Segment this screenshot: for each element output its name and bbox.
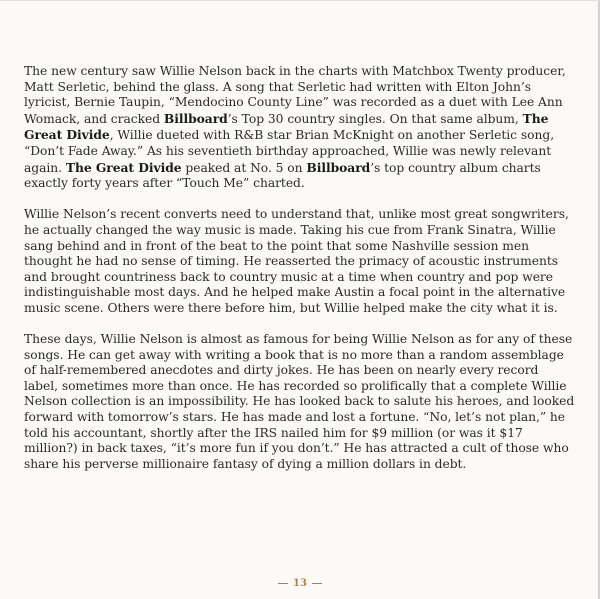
text-run: ’s Top 30 country singles. On that same album,: [227, 111, 523, 126]
text-run: These days, Willie Nelson is almost as famous for being Willie Nelson as for any of these songs. He can get away with writing a book that is no more than a random assemblage of half-remembered anecdotes and dirty jokes. He has been on nearly every record label, sometimes more than once. He has recorded so prolifically that a complete Willie Nelson collection is an impossibility. He has looked back to salute his heroes, and looked forward with tomorrow’s stars. He has made and lost a fortune. “No, let’s not plan,” he told his accountant, shortly after the IRS nailed him for $9 million (or was it $17 million?) in back taxes, “it’s more fun if you don’t.” He has attracted a cult of those who share his perverse millionaire fantasy of dying a million dollars in debt.: [24, 332, 575, 471]
bold-title: The Great Divide: [24, 110, 549, 143]
page-edge: [0, 0, 600, 1]
bold-title: Billboard: [306, 159, 371, 175]
text-run: , Willie dueted with R&B star Brian McKnight on another Serletic song, “Don’t Fade Away.” As his seventieth birthday approached, Willie was newly relevant again.: [24, 128, 555, 175]
paragraph-1: [24, 64, 576, 192]
text-run: peaked at No. 5 on: [181, 160, 307, 175]
footer-dash-left: [278, 583, 288, 584]
bold-title: The Great Divide: [65, 159, 182, 175]
paragraph-2: [24, 207, 576, 316]
page-number: 13: [293, 578, 307, 589]
footer-dash-right: [312, 583, 322, 584]
text-run: The new century saw Willie Nelson back in the charts with Matchbox Twenty producer, Matt Serletic, behind the glass. A song that Serletic had written with Elton John’s lyricist, Bernie Taupin, “Mendocino County Line” was recorded as a duet with Lee Ann Womack, and cracked: [24, 64, 566, 126]
page-footer: [0, 578, 600, 590]
article-body: [24, 64, 576, 488]
bold-title: Billboard: [163, 110, 228, 126]
text-run: ’s top country album charts exactly forty years after “Touch Me” charted.: [24, 160, 541, 191]
text-run: Willie Nelson’s recent converts need to understand that, unlike most great songwriters, he actually changed the way music is made. Taking his cue from Frank Sinatra, Willie sang behind and in front of the beat to the point that some Nashville session men thought he had no sense of timing. He reasserted the primacy of acoustic instruments and brought countriness back to country music at a time when country and pop were indistinguishable most days. And he helped make Austin a focal point in the alternative music scene. Others were there before him, but Willie helped make the city what it is.: [24, 207, 569, 315]
paragraph-3: [24, 332, 576, 472]
